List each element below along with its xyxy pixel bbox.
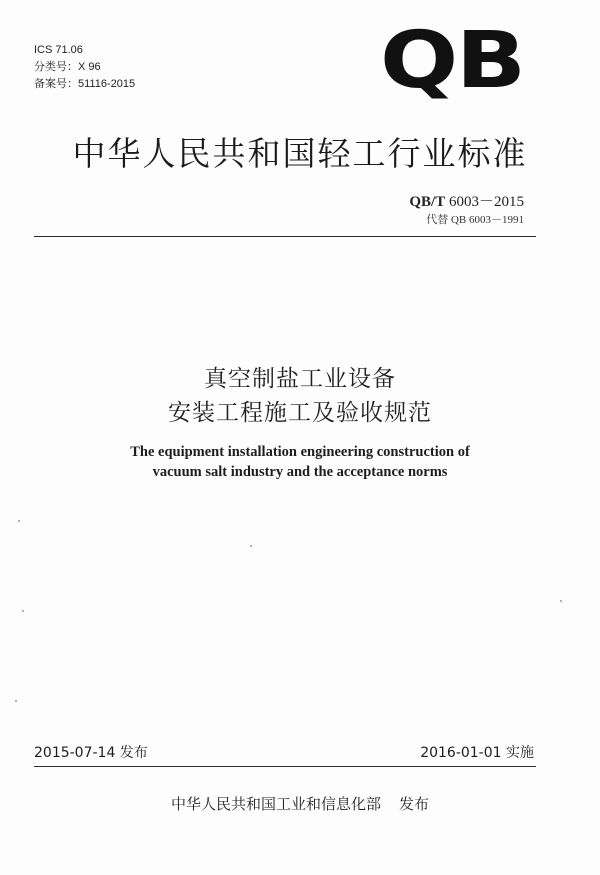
- publisher-name: 中华人民共和国工业和信息化部: [170, 795, 381, 813]
- header-meta: [34, 42, 135, 93]
- issue-date: 2015-07-14 发布: [34, 745, 148, 761]
- cn-title-line2: 安装工程施工及验收规范: [168, 400, 432, 426]
- record-number: 备案号：51116-2015: [34, 78, 136, 90]
- scan-speck: [250, 545, 252, 547]
- standard-title: 中华人民共和国轻工行业标准: [72, 134, 528, 173]
- publisher-action: 发布: [399, 795, 430, 813]
- en-title-line2: vacuum salt industry and the acceptance norms: [152, 464, 448, 480]
- scan-speck: [18, 520, 20, 522]
- standard-code-prefix: QB/T: [409, 194, 446, 210]
- scan-speck: [15, 700, 17, 702]
- qb-logo: QB: [380, 16, 524, 106]
- en-title-line1: The equipment installation engineering construction of: [130, 444, 470, 460]
- scan-speck: [22, 610, 24, 612]
- header-divider: [34, 236, 536, 237]
- replaces-standard: 代替 QB 6003－1991: [426, 214, 524, 226]
- publisher: [0, 793, 600, 814]
- standard-code-number: 6003－2015: [445, 194, 524, 210]
- ics-code: ICS 71.06: [34, 44, 83, 56]
- implement-date: 2016-01-01 实施: [420, 745, 534, 761]
- cn-title-line1: 真空制盐工业设备: [204, 366, 396, 392]
- scan-speck: [560, 600, 562, 602]
- classification-number: 分类号：X 96: [34, 61, 101, 73]
- standard-code: [409, 190, 524, 211]
- footer-divider: [34, 766, 536, 767]
